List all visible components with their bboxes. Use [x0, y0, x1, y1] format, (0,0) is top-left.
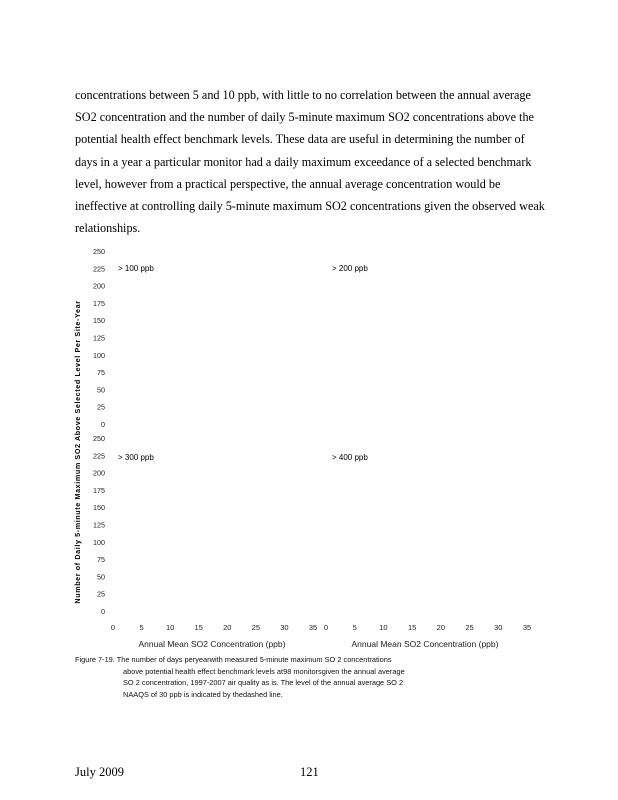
y-tick-label-top: 125 [93, 333, 105, 343]
y-axis-label [73, 300, 82, 603]
y-axis-label-text: Number of Daily 5-minute Maximum SO2 Above Selected Level Per Site-Year [73, 300, 82, 604]
figure-caption [75, 654, 545, 700]
y-tick-label-top: 100 [93, 350, 105, 360]
footer-page-number: 121 [300, 765, 319, 779]
panel-label: > 200 ppb [332, 264, 368, 273]
x-tick-label-left: 25 [251, 623, 261, 632]
body-line: days in a year a particular monitor had a daily maximum exceedance of a selected benchmark [75, 154, 532, 169]
y-tick-label-bottom: 50 [97, 572, 105, 582]
x-tick-label-left: 10 [165, 623, 175, 632]
y-tick-label-top: 25 [97, 402, 105, 412]
y-tick-label-bottom: 25 [97, 589, 105, 599]
y-tick-label-bottom: 250 [93, 434, 105, 443]
x-tick-label-left: 0 [110, 623, 116, 632]
body-line: level, however from a practical perspective, the annual average concentration would be [75, 176, 501, 191]
footer-date: July 2009 [75, 765, 124, 779]
y-tick-label-bottom: 200 [93, 468, 105, 478]
x-tick-label-right: 15 [407, 623, 417, 632]
body-line: concentrations between 5 and 10 ppb, with little to no correlation between the annual average [75, 88, 531, 102]
y-tick-label-top: 175 [93, 298, 105, 308]
y-tick-label-top: 0 [101, 420, 105, 429]
panel-label: > 300 ppb [118, 453, 154, 462]
body-line: relationships. [75, 221, 141, 236]
x-axis-label-left: Annual Mean SO2 Concentration (ppb) [138, 639, 286, 649]
y-tick-label-top: 225 [93, 264, 105, 274]
y-tick-label-top: 250 [93, 247, 105, 256]
y-tick-label-bottom: 125 [93, 520, 105, 530]
body-line: potential health effect benchmark levels. These data are useful in determining the number of [75, 132, 525, 147]
x-tick-label-left: 30 [280, 623, 289, 632]
x-tick-label-left: 35 [308, 623, 318, 632]
x-tick-label-right: 5 [352, 623, 357, 632]
x-tick-label-right: 30 [494, 623, 503, 632]
y-tick-label-top: 200 [93, 281, 105, 291]
caption-line: NAAQS of 30 ppb is indicated by thedashed line. [123, 689, 283, 699]
y-tick-label-top: 50 [97, 385, 105, 395]
y-tick-label-bottom: 175 [93, 485, 105, 495]
caption-line: above potential health effect benchmark levels at98 monitorsgiven the annual average [123, 666, 405, 676]
y-tick-label-bottom: 75 [97, 555, 105, 565]
x-tick-label-right: 35 [522, 623, 532, 632]
y-tick-label-bottom: 100 [93, 537, 105, 547]
y-tick-label-bottom: 150 [93, 503, 105, 513]
body-line: SO2 concentration and the number of daily 5-minute maximum SO2 concentrations above the [75, 110, 534, 125]
y-tick-label-top: 75 [97, 368, 105, 378]
x-axis-label-right: Annual Mean SO2 Concentration (ppb) [351, 639, 499, 649]
y-tick-label-bottom: 0 [101, 607, 105, 616]
panel-label: > 400 ppb [332, 453, 368, 462]
caption-line: SO 2 concentration, 1997-2007 air quality as is. The level of the annual average SO 2 [123, 678, 404, 687]
caption-line: Figure 7-19. The number of days peryearwith measured 5-minute maximum SO 2 concentrations [75, 655, 392, 664]
x-tick-label-right: 20 [436, 623, 446, 632]
x-tick-label-left: 5 [139, 623, 144, 632]
panel-label: > 100 ppb [118, 264, 154, 273]
y-tick-label-bottom: 225 [93, 451, 105, 461]
x-tick-label-right: 25 [465, 623, 474, 632]
y-tick-label-top: 150 [93, 316, 105, 326]
body-line: ineffective at controlling daily 5-minute maximum SO2 concentrations given the observed weak [75, 199, 545, 214]
x-tick-label-left: 15 [194, 623, 203, 632]
x-tick-label-left: 20 [223, 623, 232, 632]
x-tick-label-right: 10 [379, 623, 388, 632]
x-tick-label-right: 0 [323, 623, 329, 632]
